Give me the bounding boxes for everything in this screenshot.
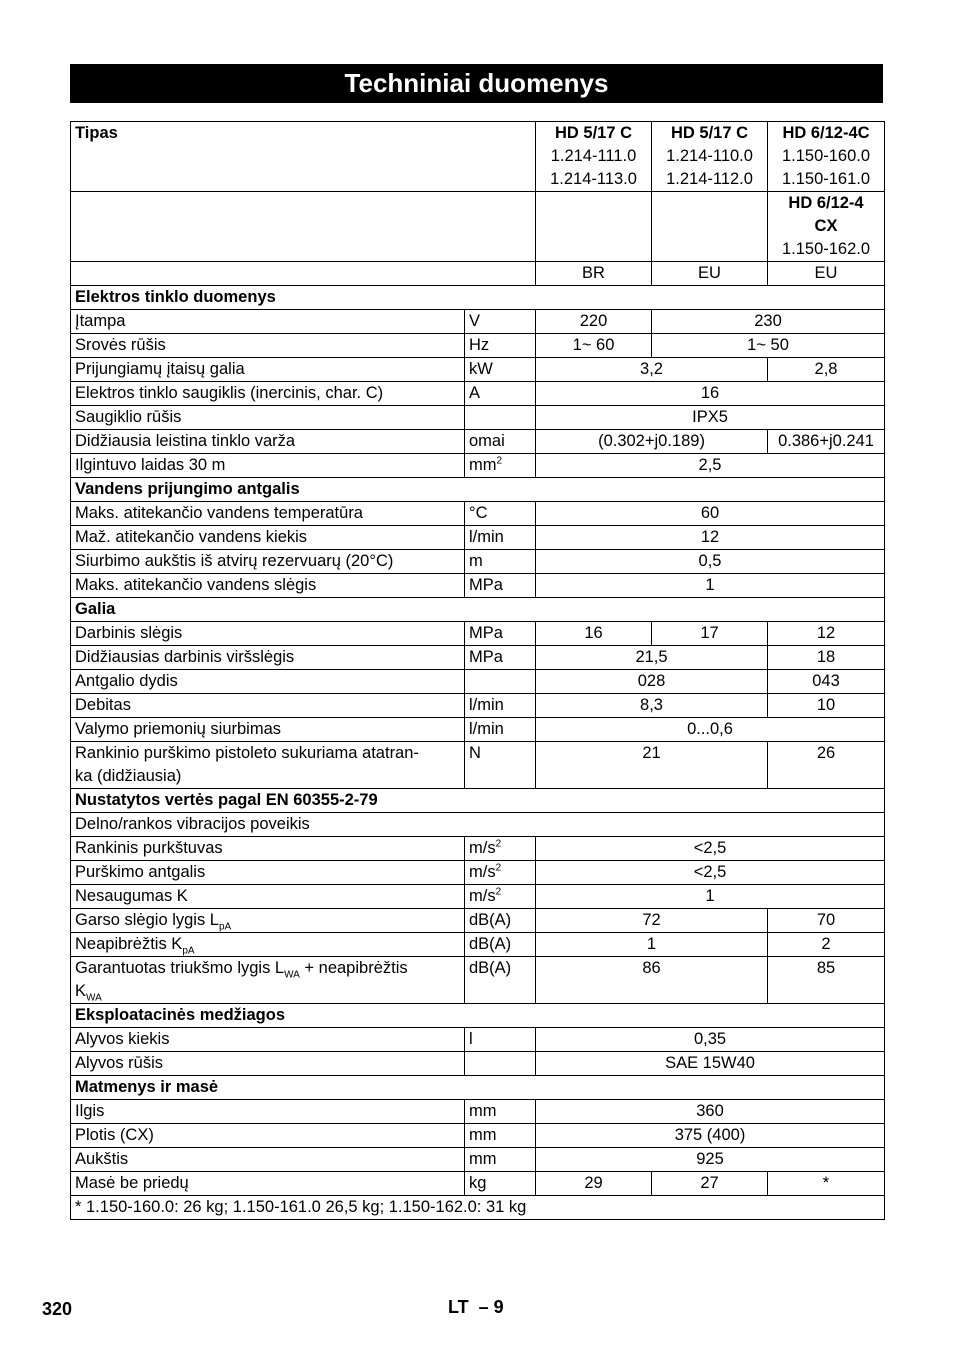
table-row: Plotis (CX) mm 375 (400) bbox=[71, 1124, 885, 1148]
table-row: Darbinis slėgis MPa 16 17 12 bbox=[71, 622, 885, 646]
table-row: Nesaugumas K $m/s^2$ 1 bbox=[71, 885, 885, 909]
table-row: Srovės rūšis Hz 1~ 60 1~ 50 bbox=[71, 334, 885, 358]
table-row: Ilgintuvo laidas 30 m $mm^2$ 2,5 bbox=[71, 454, 885, 478]
table-row: Alyvos kiekis l 0,35 bbox=[71, 1028, 885, 1052]
footnote: * 1.150-160.0: 26 kg; 1.150-161.0 26,5 kg; 1.150-162.0: 31 kg bbox=[71, 1196, 885, 1220]
table-row: Maks. atitekančio vandens slėgis MPa 1 bbox=[71, 574, 885, 598]
type-label: Tipas bbox=[71, 122, 536, 192]
table-row: Masė be priedų kg 29 27 * bbox=[71, 1172, 885, 1196]
table-row: Rankinio purškimo pistoleto sukuriama atatran- ka (didžiausia) N 21 26 bbox=[71, 742, 885, 789]
spec-table bbox=[70, 121, 885, 1220]
table-row: Garantuotas triukšmo lygis $L_{WA}$ + neapibrėžtis $K_{WA}$ dB(A) 86 85 bbox=[71, 957, 885, 1004]
section-header: Vandens prijungimo antgalis bbox=[71, 478, 885, 502]
model-column-2: HD 5/17 C 1.214-110.0 1.214-112.0 bbox=[652, 122, 768, 192]
table-row: Rankinis purkštuvas $m/s^2$ <2,5 bbox=[71, 837, 885, 861]
table-row: Alyvos rūšis SAE 15W40 bbox=[71, 1052, 885, 1076]
table-row: Debitas l/min 8,3 10 bbox=[71, 694, 885, 718]
section-header: Eksploatacinės medžiagos bbox=[71, 1004, 885, 1028]
table-row: Valymo priemonių siurbimas l/min 0...0,6 bbox=[71, 718, 885, 742]
table-row: Neapibrėžtis $K_{pA}$ dB(A) 1 2 bbox=[71, 933, 885, 957]
page-language-marker: LT – 9 bbox=[448, 1297, 504, 1317]
model-column-1: HD 5/17 C 1.214-111.0 1.214-113.0 bbox=[536, 122, 652, 192]
model-column-4: HD 6/12-4 CX 1.150-162.0 bbox=[768, 192, 885, 262]
table-row: Maks. atitekančio vandens temperatūra °C 60 bbox=[71, 502, 885, 526]
header-row bbox=[71, 122, 885, 192]
table-row: Elektros tinklo saugiklis (inercinis, char. C) A 16 bbox=[71, 382, 885, 406]
table-row: Siurbimo aukštis iš atvirų rezervuarų (20°C) m 0,5 bbox=[71, 550, 885, 574]
extra-model-row bbox=[71, 192, 885, 262]
table-row: Didžiausias darbinis viršslėgis MPa 21,5 18 bbox=[71, 646, 885, 670]
table-row: Maž. atitekančio vandens kiekis l/min 12 bbox=[71, 526, 885, 550]
page-number: 320 bbox=[42, 1299, 73, 1319]
page-title: Techniniai duomenys bbox=[70, 64, 883, 103]
table-row: Delno/rankos vibracijos poveikis bbox=[71, 813, 885, 837]
region-row: BR EU EU bbox=[71, 262, 885, 286]
table-row: Purškimo antgalis $m/s^2$ <2,5 bbox=[71, 861, 885, 885]
section-header: Nustatytos vertės pagal EN 60355-2-79 bbox=[71, 789, 885, 813]
table-row: Antgalio dydis 028 043 bbox=[71, 670, 885, 694]
table-row: Didžiausia leistina tinklo varža omai (0.302+j0.189) 0.386+j0.241 bbox=[71, 430, 885, 454]
model-column-3: HD 6/12-4C 1.150-160.0 1.150-161.0 bbox=[768, 122, 885, 192]
table-row: Garso slėgio lygis $L_{pA}$ dB(A) 72 70 bbox=[71, 909, 885, 933]
section-header: Galia bbox=[71, 598, 885, 622]
footnote-row bbox=[71, 1196, 885, 1220]
table-row: Prijungiamų įtaisų galia kW 3,2 2,8 bbox=[71, 358, 885, 382]
table-row: Aukštis mm 925 bbox=[71, 1148, 885, 1172]
table-row: Įtampa V 220 230 bbox=[71, 310, 885, 334]
section-header: Matmenys ir masė bbox=[71, 1076, 885, 1100]
table-row: Saugiklio rūšis IPX5 bbox=[71, 406, 885, 430]
section-header: Elektros tinklo duomenys bbox=[71, 286, 885, 310]
table-row: Ilgis mm 360 bbox=[71, 1100, 885, 1124]
